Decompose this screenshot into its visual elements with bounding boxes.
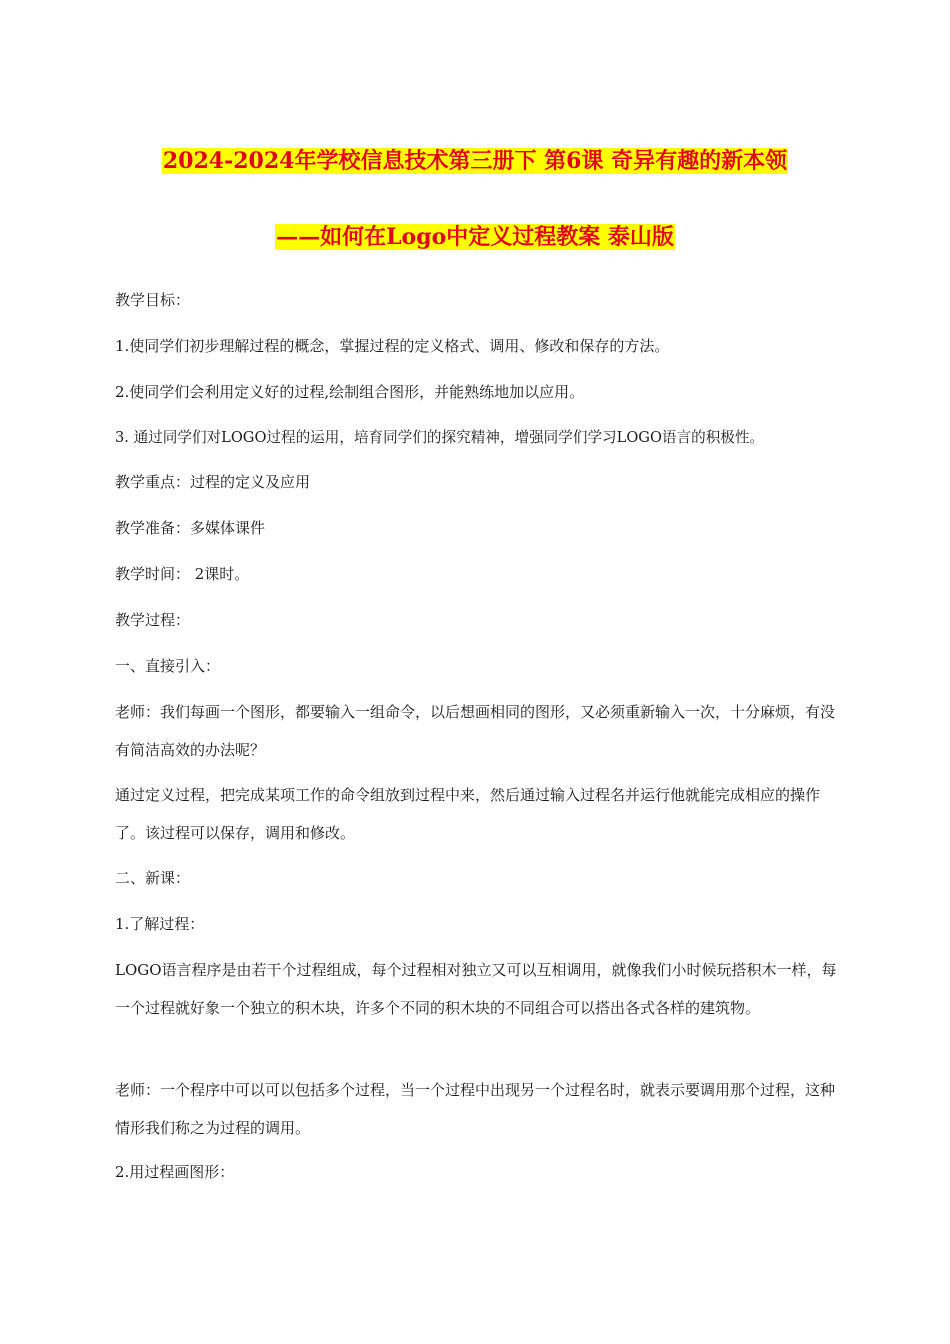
- paragraph-time: 教学时间： 2课时。: [115, 565, 250, 583]
- paragraph-preparation: 教学准备：多媒体课件: [115, 519, 266, 537]
- paragraph-section-1-heading: 一、直接引入：: [115, 657, 221, 675]
- title-text-2: ——如何在Logo中定义过程教案 泰山版: [276, 224, 674, 250]
- paragraph-key-point: 教学重点：过程的定义及应用: [115, 473, 311, 491]
- paragraph-draw-with-process: 2.用过程画图形：: [115, 1163, 235, 1181]
- paragraph-goal-1: 1.使同学们初步理解过程的概念，掌握过程的定义格式、调用、修改和保存的方法。: [115, 337, 670, 355]
- paragraph-define-process: 通过定义过程，把完成某项工作的命令组放到过程中来，然后通过输入过程名并运行他就能完成相应的操作了。该过程可以保存，调用和修改。: [115, 786, 821, 842]
- paragraph-process-heading: 教学过程：: [115, 611, 191, 629]
- paragraph-teaching-goals-heading: 教学目标：: [115, 291, 191, 309]
- title-text-1: 2024-2024年学校信息技术第三册下 第6课 奇异有趣的新本领: [162, 148, 788, 174]
- paragraph-goal-3: 3. 通过同学们对LOGO过程的运用，培育同学们的探究精神，增强同学们学习LOGO语言的积极性。: [115, 429, 765, 446]
- document-title-line-2: [0, 222, 950, 252]
- paragraph-teacher-intro: 老师：我们每画一个图形，都要输入一组命令，以后想画相同的图形，又必须重新输入一次，十分麻烦，有没有简洁高效的办法呢？: [115, 703, 836, 759]
- paragraph-section-2-heading: 二、新课：: [115, 869, 191, 887]
- document-title-line-1: [0, 146, 950, 176]
- paragraph-goal-2: 2.使同学们会利用定义好的过程,绘制组合图形，并能熟练地加以应用。: [115, 383, 585, 401]
- paragraph-understand-process: 1.了解过程：: [115, 915, 205, 933]
- paragraph-teacher-calls: 老师：一个程序中可以可以包括多个过程，当一个过程中出现另一个过程名时，就表示要调用那个过程，这种情形我们称之为过程的调用。: [115, 1081, 836, 1137]
- paragraph-logo-program: LOGO语言程序是由若干个过程组成，每个过程相对独立又可以互相调用，就像我们小时候玩搭积木一样，每一个过程就好象一个独立的积木块，许多个不同的积木块的不同组合可以搭出各式各样的建筑物。: [115, 961, 837, 1017]
